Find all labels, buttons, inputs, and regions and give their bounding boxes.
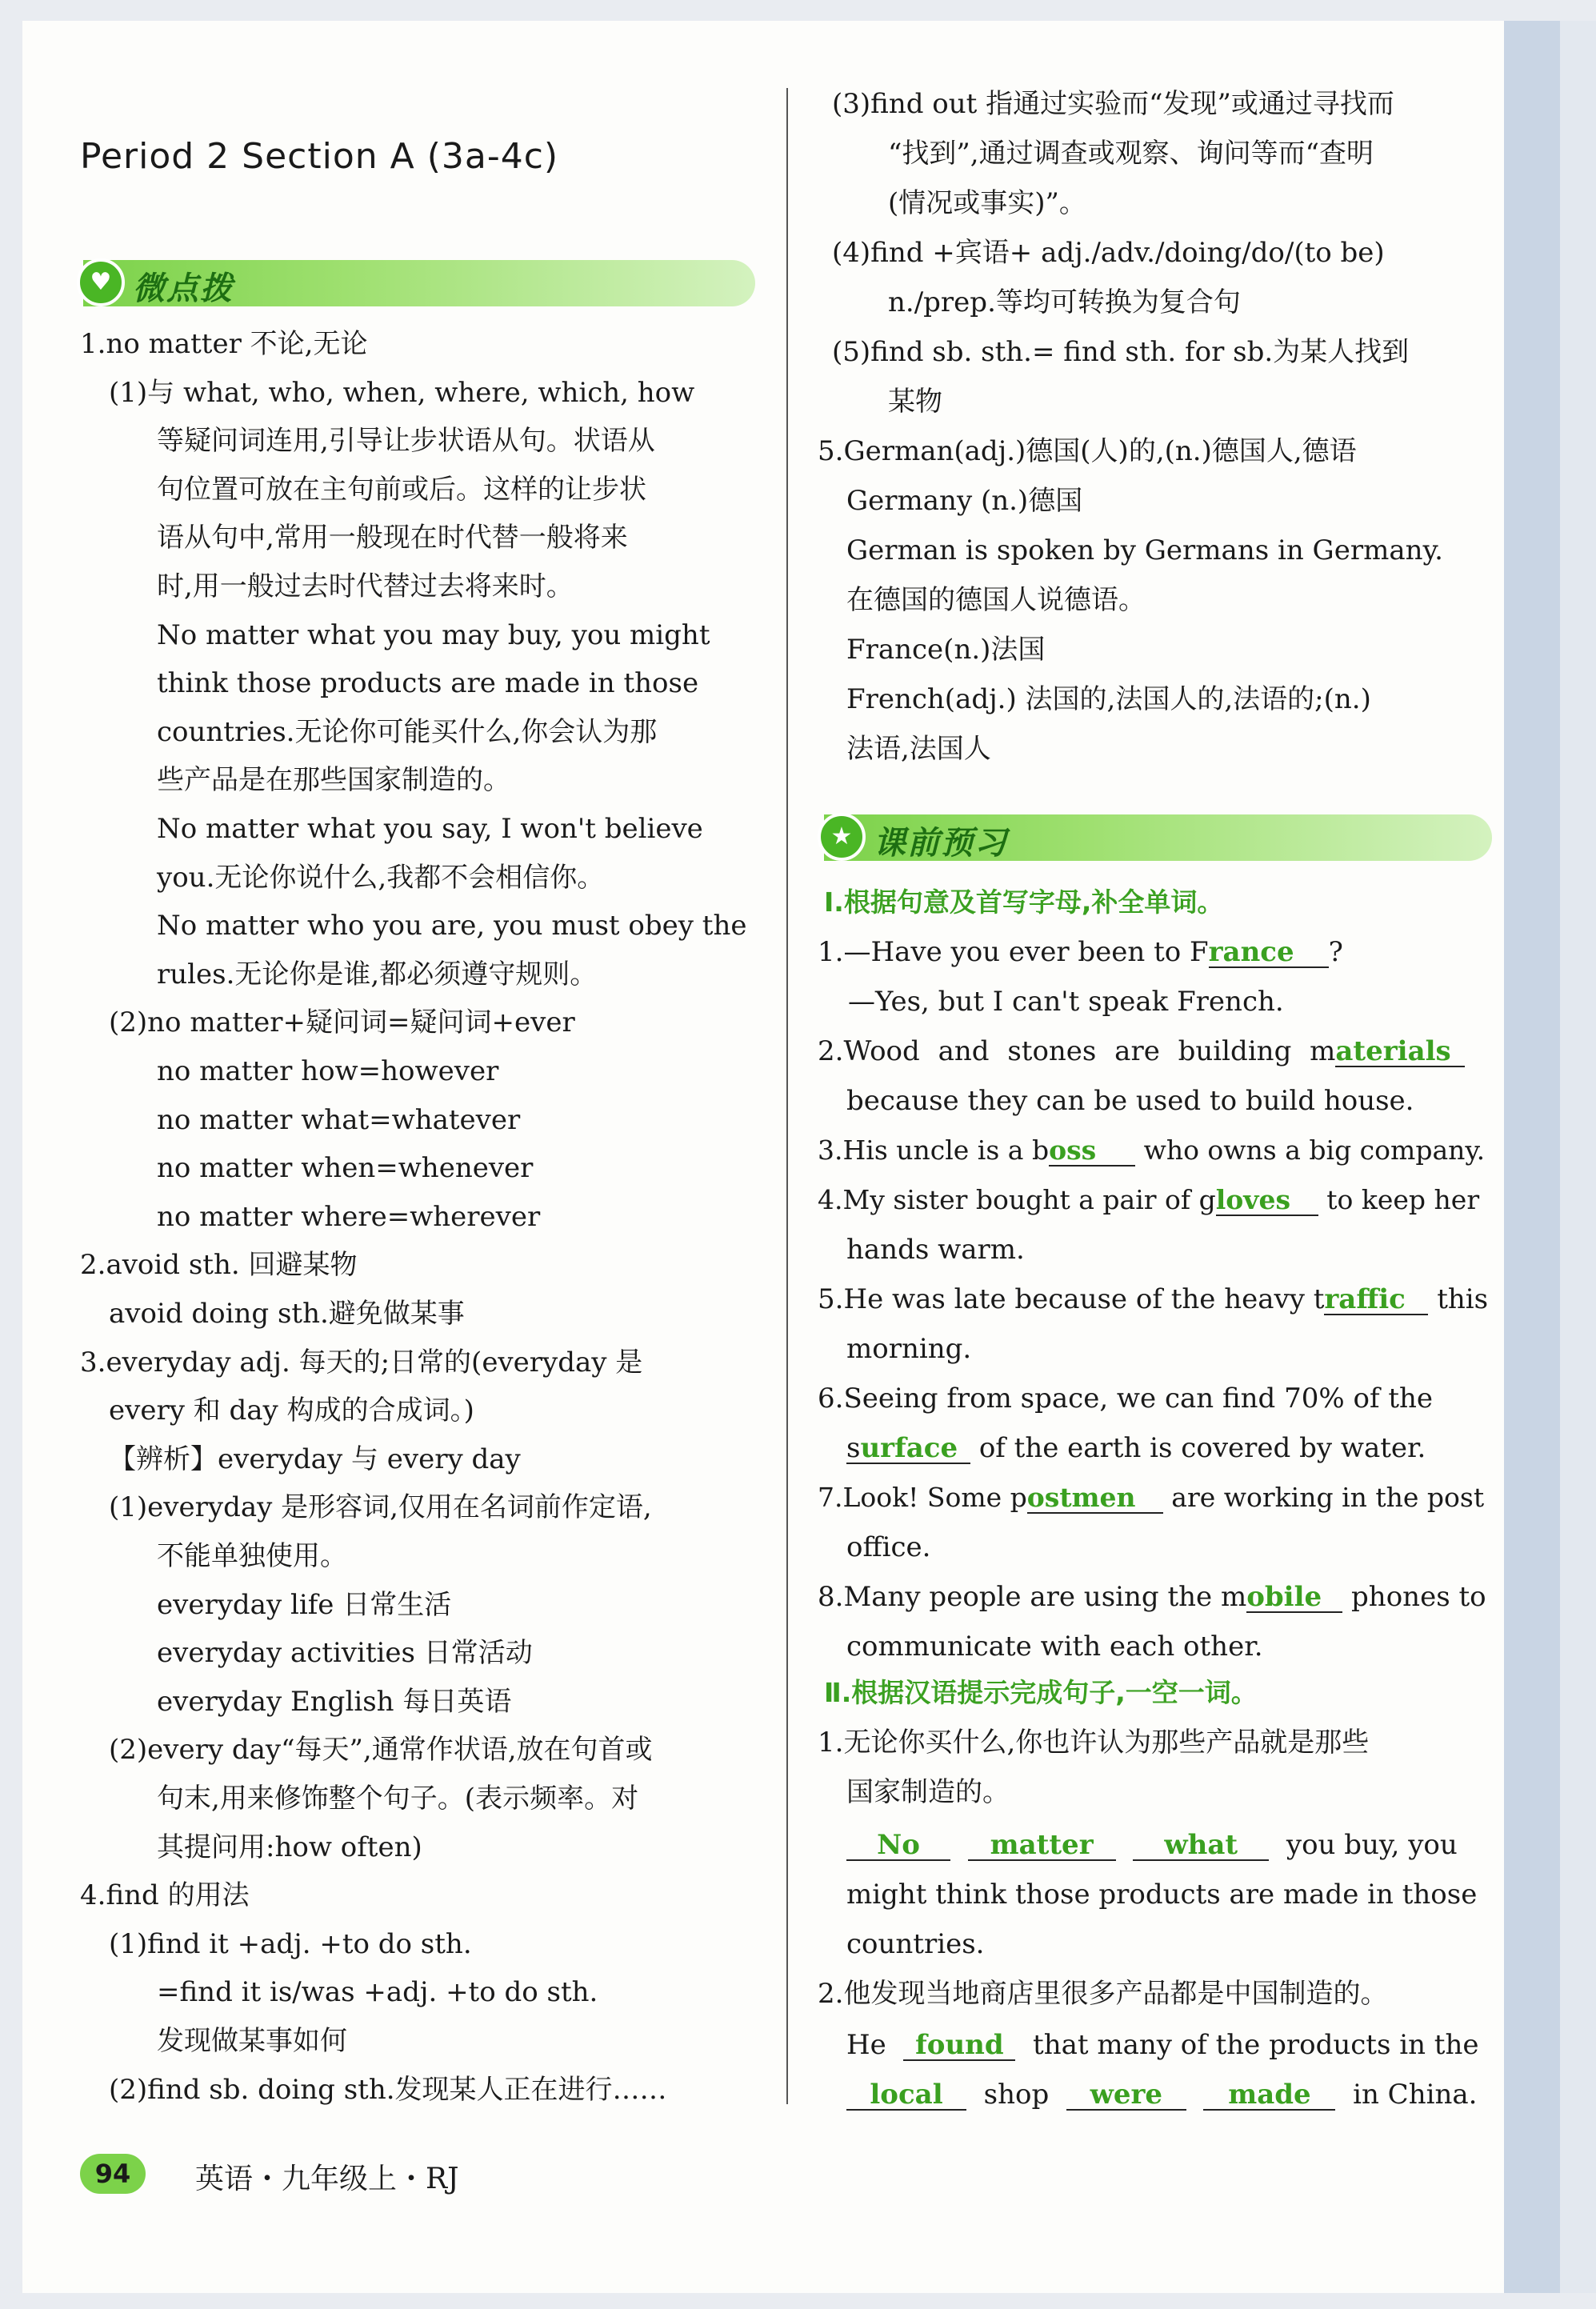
left-line: think those products are made in those [157, 667, 699, 699]
right-line: France(n.)法国 [846, 634, 1046, 666]
left-line: no matter how=however [157, 1055, 499, 1087]
left-line: No matter who you are, you must obey the [157, 910, 747, 942]
left-line: (2)no matter+疑问词=疑问词+ever [109, 1006, 575, 1038]
translation-2: 2.他发现当地商店里很多产品都是中国制造的。 [818, 1978, 1388, 2010]
answer-blank[interactable]: local [846, 2080, 966, 2111]
left-line: everyday English 每日英语 [157, 1686, 512, 1718]
right-line: 5.German(adj.)德国(人)的,(n.)德国人,德语 [818, 435, 1357, 467]
answer-blank[interactable]: made [1203, 2080, 1335, 2111]
left-line: 时,用一般过去时代替过去将来时。 [157, 570, 574, 602]
left-line: avoid doing sth.避免做某事 [109, 1298, 465, 1330]
right-line: (3)find out 指通过实验而“发现”或通过寻找而 [832, 88, 1394, 120]
right-line: German is spoken by Germans in Germany. [846, 534, 1443, 566]
left-line: 4.find 的用法 [80, 1879, 250, 1911]
preview-banner-label: 课前预习 [874, 825, 1008, 862]
left-line: 等疑问词连用,引导让步状语从句。状语从 [157, 425, 655, 457]
answer-blank[interactable]: obile [1246, 1583, 1342, 1613]
left-line: 【辨析】everyday 与 every day [109, 1443, 521, 1475]
left-line: No matter what you may buy, you might [157, 619, 710, 651]
translation-1-answer: No matter what you buy, you [846, 1829, 1458, 1861]
section-heading-2: Ⅱ.根据汉语提示完成句子,一空一词。 [824, 1677, 1258, 1708]
exercise-1-reply: —Yes, but I can't speak French. [848, 986, 1284, 1018]
left-line: 句末,用来修饰整个句子。(表示频率。对 [157, 1783, 639, 1815]
left-line: everyday life 日常生活 [157, 1589, 452, 1621]
translation-1-cont2: might think those products are made in those [846, 1879, 1478, 1911]
left-line: 些产品是在那些国家制造的。 [157, 764, 510, 796]
right-line: (5)find sb. sth.= find sth. for sb.为某人找到 [832, 336, 1410, 368]
exercise-4-cont: hands warm. [846, 1234, 1025, 1266]
left-line: 2.avoid sth. 回避某物 [80, 1249, 358, 1281]
page-number: 94 [80, 2154, 146, 2194]
left-line: 语从句中,常用一般现在时代替一般将来 [157, 522, 628, 554]
left-line: no matter what=whatever [157, 1104, 521, 1136]
left-line: no matter where=wherever [157, 1201, 541, 1233]
exercise-7: 7.Look! Some postmen are working in the post [818, 1482, 1485, 1513]
left-line: 发现做某事如何 [157, 2025, 347, 2057]
preview-banner [824, 814, 1492, 861]
page-edge-outer [1560, 21, 1596, 2293]
left-line: 3.everyday adj. 每天的;日常的(everyday 是 [80, 1347, 643, 1379]
star-icon: ★ [818, 813, 866, 861]
left-line: (1)everyday 是形容词,仅用在名词前作定语, [109, 1491, 652, 1523]
tips-banner [83, 260, 755, 306]
heart-icon: ♥ [77, 258, 125, 306]
footer-book-title: 英语・九年级上・RJ [195, 2163, 459, 2195]
answer-blank[interactable]: ostmen [1027, 1483, 1163, 1514]
exercise-1: 1.—Have you ever been to France ? [818, 936, 1343, 968]
exercise-2: 2.Wood and stones are building materials [818, 1035, 1488, 1067]
answer-blank[interactable]: surface [846, 1434, 970, 1464]
answer-blank[interactable]: what [1133, 1831, 1269, 1861]
left-line: 其提问用:how often) [157, 1831, 422, 1863]
page-edge [1504, 21, 1560, 2293]
left-line: every 和 day 构成的合成词。) [109, 1395, 474, 1427]
column-divider [786, 88, 788, 2104]
exercise-8-cont: communicate with each other. [846, 1631, 1263, 1663]
exercise-8: 8.Many people are using the mobile phones to [818, 1581, 1486, 1613]
right-line: 法语,法国人 [846, 733, 991, 765]
answer-blank[interactable]: found [903, 2031, 1015, 2061]
left-line: (2)every day“每天”,通常作状语,放在句首或 [109, 1734, 653, 1766]
answer-blank[interactable]: matter [968, 1831, 1116, 1861]
answer-blank[interactable]: loves [1216, 1186, 1318, 1216]
exercise-6: 6.Seeing from space, we can find 70% of the [818, 1383, 1434, 1415]
left-line: (1)find it +adj. +to do sth. [109, 1928, 472, 1960]
exercise-3: 3.His uncle is a boss who owns a big company. [818, 1134, 1486, 1166]
right-line: 某物 [888, 386, 942, 418]
translation-2-answer-2: local shop were made in China. [846, 2079, 1477, 2111]
left-line: (1)与 what, who, when, where, which, how [109, 377, 695, 409]
left-line: No matter what you say, I won't believe [157, 813, 703, 845]
left-line: 句位置可放在主句前或后。这样的让步状 [157, 474, 646, 506]
left-line: (2)find sb. doing sth.发现某人正在进行…… [109, 2074, 667, 2106]
left-line: you.无论你说什么,我都不会相信你。 [157, 862, 605, 894]
exercise-6-cont: surface of the earth is covered by water. [846, 1432, 1426, 1464]
left-line: 不能单独使用。 [157, 1540, 347, 1572]
translation-1-cont3: countries. [846, 1928, 985, 1960]
right-line: 在德国的德国人说德语。 [846, 584, 1146, 616]
answer-blank[interactable]: rance [1209, 938, 1329, 968]
right-line: Germany (n.)德国 [846, 485, 1083, 517]
exercise-5-cont: morning. [846, 1333, 972, 1365]
translation-1-cont: 国家制造的。 [846, 1776, 1010, 1808]
exercise-5: 5.He was late because of the heavy traffic this [818, 1283, 1489, 1315]
translation-1: 1.无论你买什么,你也许认为那些产品就是那些 [818, 1727, 1370, 1759]
answer-blank[interactable]: raffic [1324, 1285, 1428, 1315]
left-line: rules.无论你是谁,都必须遵守规则。 [157, 958, 598, 990]
left-line: =find it is/was +adj. +to do sth. [157, 1976, 598, 2008]
exercise-7-cont: office. [846, 1531, 931, 1563]
tips-banner-label: 微点拨 [133, 270, 234, 307]
left-line: no matter when=whenever [157, 1152, 534, 1184]
answer-blank[interactable]: aterials [1335, 1037, 1465, 1067]
right-line: French(adj.) 法国的,法国人的,法语的;(n.) [846, 683, 1371, 715]
answer-blank[interactable]: No [846, 1831, 950, 1861]
right-line: n./prep.等均可转换为复合句 [888, 286, 1241, 318]
right-line: (4)find +宾语+ adj./adv./doing/do/(to be) [832, 237, 1385, 269]
translation-2-answer: He found that many of the products in the [846, 2029, 1479, 2061]
left-line: countries.无论你可能买什么,你会认为那 [157, 716, 658, 748]
exercise-2-cont: because they can be used to build house. [846, 1085, 1414, 1117]
right-line: “找到”,通过调查或观察、询问等而“查明 [888, 138, 1374, 170]
left-line: everyday activities 日常活动 [157, 1637, 533, 1669]
answer-blank[interactable]: oss [1049, 1136, 1135, 1167]
answer-blank[interactable]: were [1066, 2080, 1186, 2111]
exercise-4: 4.My sister bought a pair of gloves to keep her [818, 1184, 1480, 1215]
right-line: (情况或事实)”。 [888, 187, 1086, 219]
left-line: 1.no matter 不论,无论 [80, 328, 368, 360]
page-title: Period 2 Section A (3a-4c) [80, 136, 559, 177]
section-heading-1: Ⅰ.根据句意及首写字母,补全单词。 [824, 886, 1224, 918]
